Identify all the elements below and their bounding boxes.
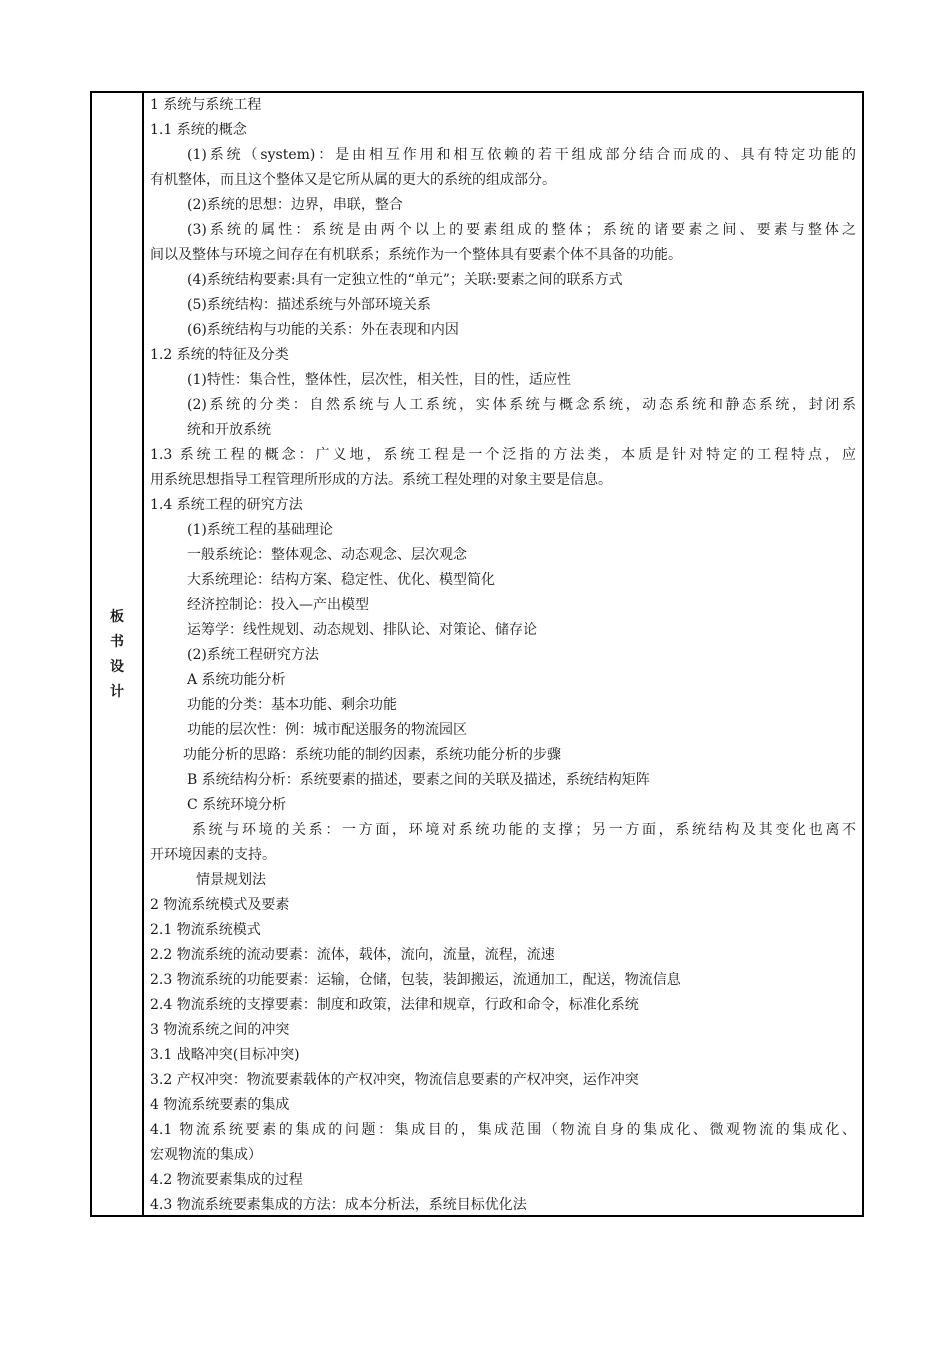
text-line: 大系统理论：结构方案、稳定性、优化、模型简化 bbox=[187, 572, 495, 588]
text-line: 功能分析的思路：系统功能的制约因素，系统功能分析的步骤 bbox=[183, 747, 561, 763]
text-line: (6)系统结构与功能的关系：外在表现和内因 bbox=[187, 322, 459, 338]
text-line: (3)系统的属性：系统是由两个以上的要素组成的整体；系统的诸要素之间、要素与整体之 bbox=[187, 222, 856, 238]
text-line: 用系统思想指导工程管理所形成的方法。系统工程处理的对象主要是信息。 bbox=[150, 472, 612, 488]
text-line: A 系统功能分析 bbox=[187, 672, 286, 688]
text-line: 3.1 战略冲突(目标冲突) bbox=[150, 1047, 300, 1063]
text-line: 2 物流系统模式及要素 bbox=[150, 897, 290, 913]
text-line: (4)系统结构要素:具有一定独立性的“单元”；关联:要素之间的联系方式 bbox=[187, 272, 623, 288]
text-line: (5)系统结构：描述系统与外部环境关系 bbox=[187, 297, 431, 313]
text-line: 开环境因素的支持。 bbox=[150, 847, 276, 863]
text-line: 经济控制论：投入—产出模型 bbox=[187, 597, 369, 613]
board-design-label bbox=[92, 605, 142, 705]
text-line: 4.2 物流要素集成的过程 bbox=[150, 1172, 303, 1188]
text-line: 系统与环境的关系：一方面，环境对系统功能的支撑；另一方面，系统结构及其变化也离不 bbox=[192, 822, 856, 838]
text-line: 1 系统与系统工程 bbox=[150, 97, 262, 113]
text-line: 一般系统论：整体观念、动态观念、层次观念 bbox=[187, 547, 467, 563]
label-char: 设 bbox=[110, 659, 124, 675]
text-line: 1.4 系统工程的研究方法 bbox=[150, 497, 303, 513]
text-line: 宏观物流的集成） bbox=[150, 1147, 262, 1163]
board-design-content bbox=[150, 93, 856, 1218]
text-line: 1.3 系统工程的概念：广义地，系统工程是一个泛指的方法类，本质是针对特定的工程特点，应 bbox=[150, 447, 856, 463]
text-line: B 系统结构分析：系统要素的描述，要素之间的关联及描述，系统结构矩阵 bbox=[187, 772, 650, 788]
text-line: 3 物流系统之间的冲突 bbox=[150, 1022, 290, 1038]
label-char: 书 bbox=[110, 634, 124, 650]
text-line: 功能的分类：基本功能、剩余功能 bbox=[187, 697, 397, 713]
label-char: 板 bbox=[110, 609, 124, 625]
text-line: (1)系统（system)：是由相互作用和相互依赖的若干组成部分结合而成的、具有特定功能的 bbox=[187, 147, 856, 163]
text-line: 有机整体，而且这个整体又是它所从属的更大的系统的组成部分。 bbox=[150, 172, 556, 188]
text-line: 4.3 物流系统要素集成的方法：成本分析法，系统目标优化法 bbox=[150, 1197, 527, 1213]
text-line: (1)特性：集合性，整体性，层次性，相关性，目的性，适应性 bbox=[187, 372, 571, 388]
text-line: 2.1 物流系统模式 bbox=[150, 922, 261, 938]
lesson-plan-table bbox=[90, 91, 864, 1217]
label-char: 计 bbox=[110, 684, 124, 700]
text-line: 情景规划法 bbox=[196, 872, 266, 888]
text-line: (2)系统的思想：边界，串联，整合 bbox=[187, 197, 403, 213]
text-line: (2)系统的分类：自然系统与人工系统，实体系统与概念系统，动态系统和静态系统，封闭系 bbox=[187, 397, 856, 413]
text-line: 统和开放系统 bbox=[187, 422, 271, 438]
text-line: (1)系统工程的基础理论 bbox=[187, 522, 333, 538]
text-line: 2.4 物流系统的支撑要素：制度和政策，法律和规章，行政和命令，标准化系统 bbox=[150, 997, 639, 1013]
text-line: 2.3 物流系统的功能要素：运输，仓储，包装，装卸搬运，流通加工，配送，物流信息 bbox=[150, 972, 681, 988]
text-line: 1.2 系统的特征及分类 bbox=[150, 347, 289, 363]
text-line: 功能的层次性：例：城市配送服务的物流园区 bbox=[187, 722, 467, 738]
text-line: (2)系统工程研究方法 bbox=[187, 647, 319, 663]
text-line: C 系统环境分析 bbox=[187, 797, 287, 813]
text-line: 间以及整体与环境之间存在有机联系；系统作为一个整体具有要素个体不具备的功能。 bbox=[150, 247, 682, 263]
text-line: 4 物流系统要素的集成 bbox=[150, 1097, 290, 1113]
label-column bbox=[92, 93, 144, 1215]
text-line: 4.1 物流系统要素的集成的问题：集成目的，集成范围（物流自身的集成化、微观物流的集成化、 bbox=[150, 1122, 856, 1138]
text-line: 1.1 系统的概念 bbox=[150, 122, 247, 138]
text-line: 3.2 产权冲突：物流要素载体的产权冲突，物流信息要素的产权冲突，运作冲突 bbox=[150, 1072, 639, 1088]
text-line: 2.2 物流系统的流动要素：流体，载体，流向，流量，流程，流速 bbox=[150, 947, 555, 963]
text-line: 运筹学：线性规划、动态规划、排队论、对策论、储存论 bbox=[187, 622, 537, 638]
